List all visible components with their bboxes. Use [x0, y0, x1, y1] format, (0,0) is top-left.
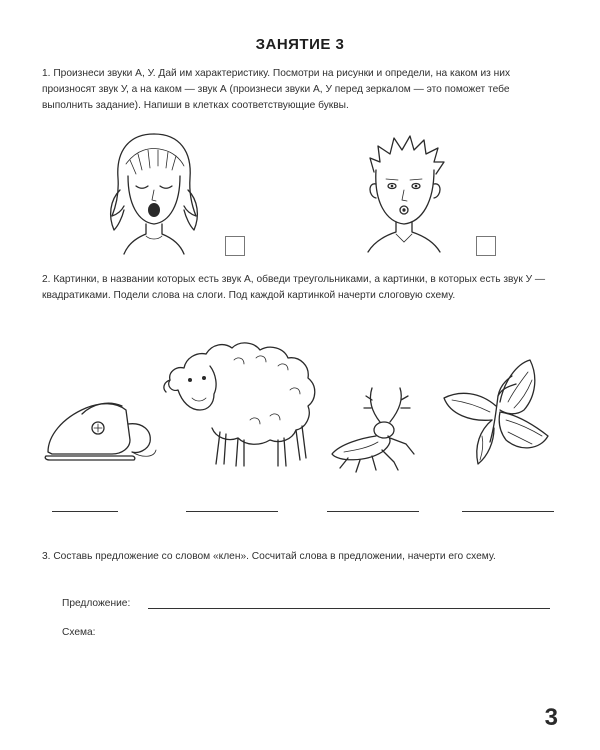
task1-instructions: 1. Произнеси звуки А, У. Дай им характеристику. Посмотри на рисунки и определи, на каком из них произносят звук У, а на каком — звук А (произнеси звуки А, У перед зеркалом — это поможет тебе выполнить задание). Напиши в клетках соответствующие буквы. [42, 68, 511, 111]
scheme-line-beetle[interactable] [327, 511, 419, 512]
scheme-label: Схема: [62, 627, 96, 638]
butterfly-icon [440, 356, 554, 470]
page-title: ЗАНЯТИЕ 3 [255, 36, 345, 53]
boy-saying-u-icon [360, 132, 450, 256]
task2-instructions: 2. Картинки, в названии которых есть звук А, обведи треугольниками, а картинки, в которых есть звук У — квадратиками. Подели слова на слоги. Под каждой картинкой начерти слоговую схему. [42, 274, 546, 301]
answer-box-boy[interactable] [476, 236, 496, 256]
scheme-line-butterfly[interactable] [462, 511, 554, 512]
sentence-label: Предложение: [62, 598, 131, 609]
sentence-input-line[interactable] [148, 608, 550, 609]
iron-icon [42, 388, 160, 472]
page-number: 3 [544, 704, 558, 731]
sheep-icon [160, 336, 322, 472]
girl-saying-a-icon [106, 130, 202, 258]
beetle-icon [324, 382, 426, 474]
task3-instructions: 3. Составь предложение со словом «клен». Сосчитай слова в предложении, начерти его схему. [42, 551, 496, 562]
answer-box-girl[interactable] [225, 236, 245, 256]
scheme-line-sheep[interactable] [186, 511, 278, 512]
scheme-line-iron[interactable] [52, 511, 118, 512]
